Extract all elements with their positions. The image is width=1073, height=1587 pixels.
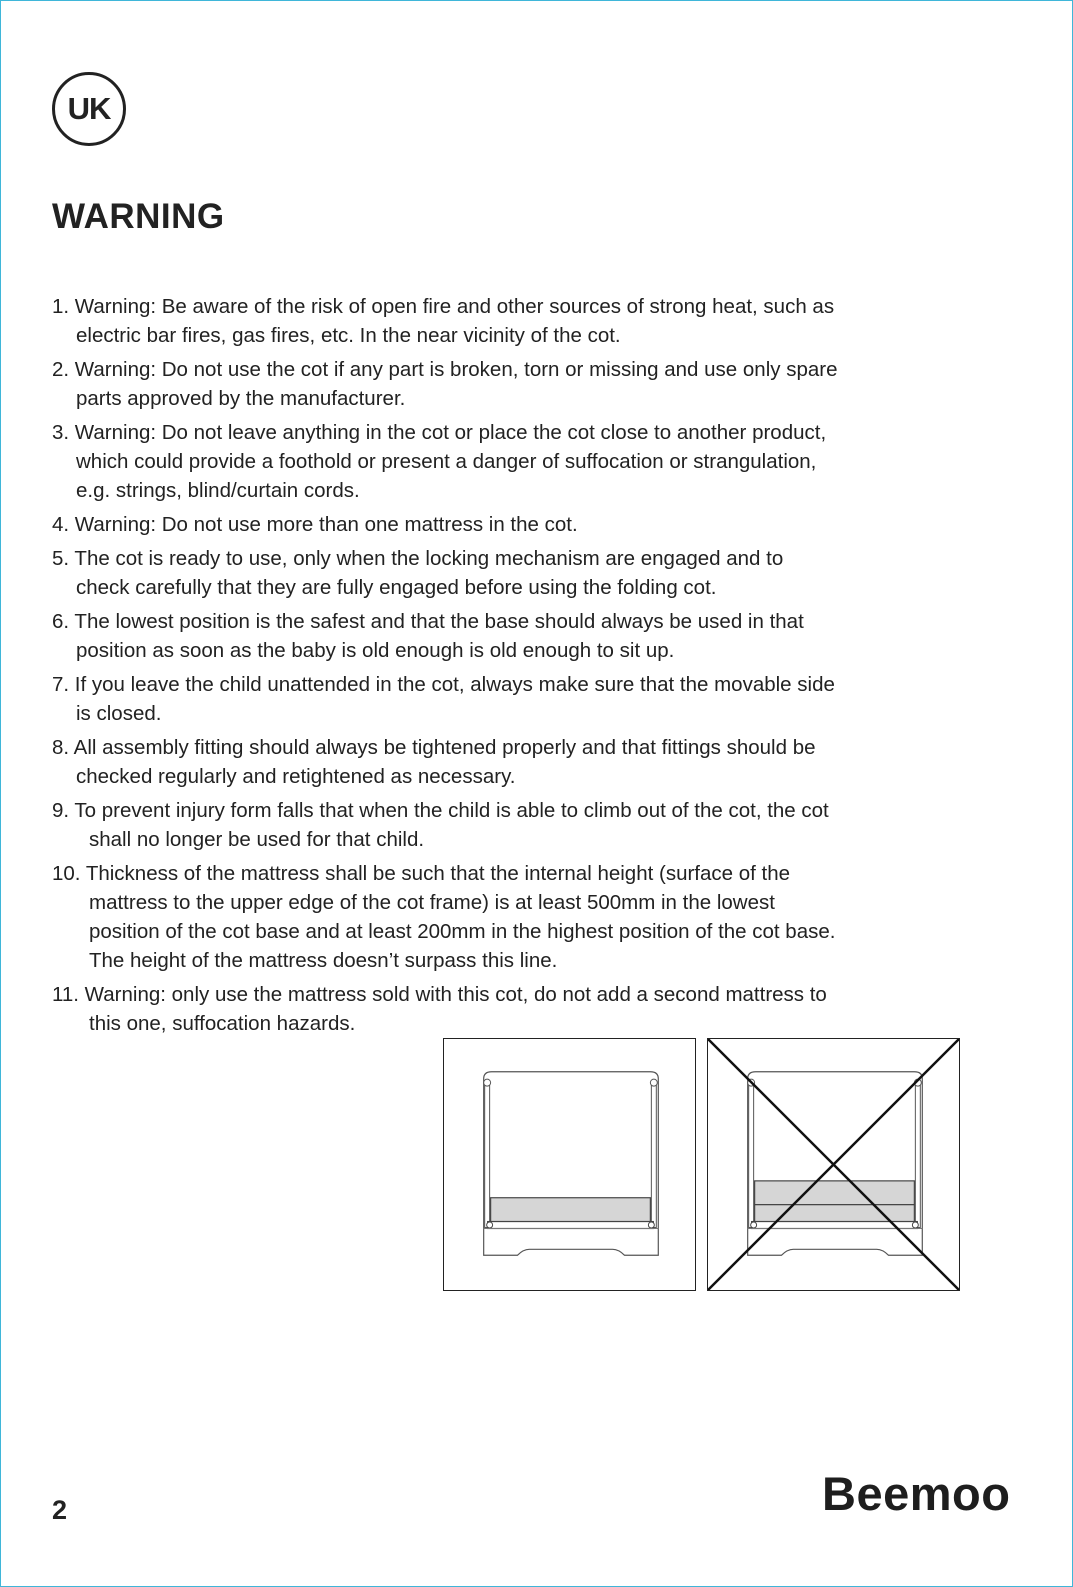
warning-item xyxy=(52,859,972,975)
warning-item xyxy=(52,670,972,728)
cross-mark-icon xyxy=(708,1039,959,1290)
country-code: UK xyxy=(67,91,111,126)
warning-text-continued: which could provide a foothold or present a danger of suffocation or strangulation, xyxy=(76,450,817,473)
warning-text: 4. Warning: Do not use more than one mattress in the cot. xyxy=(52,513,578,536)
incorrect-double-mattress-diagram xyxy=(707,1038,960,1291)
correct-single-mattress-diagram xyxy=(443,1038,696,1291)
warning-text-continued: position as soon as the baby is old enough is old enough to sit up. xyxy=(76,639,675,662)
warning-text-continued: position of the cot base and at least 200mm in the highest position of the cot base. xyxy=(89,920,836,943)
warning-text: 6. The lowest position is the safest and that the base should always be used in that xyxy=(52,610,804,633)
warning-text: 7. If you leave the child unattended in the cot, always make sure that the movable side xyxy=(52,673,835,696)
warning-item xyxy=(52,510,972,539)
warning-text-continued: check carefully that they are fully engaged before using the folding cot. xyxy=(76,576,717,599)
warning-item xyxy=(52,980,972,1038)
warning-text-continued: shall no longer be used for that child. xyxy=(89,828,425,851)
warning-text: 2. Warning: Do not use the cot if any part is broken, torn or missing and use only spare xyxy=(52,358,838,381)
warning-text-continued: electric bar fires, gas fires, etc. In the near vicinity of the cot. xyxy=(76,324,621,347)
warning-text: 5. The cot is ready to use, only when the locking mechanism are engaged and to xyxy=(52,547,784,570)
warning-item xyxy=(52,544,972,602)
warning-text-continued: this one, suffocation hazards. xyxy=(89,1012,356,1035)
warning-text-continued: e.g. strings, blind/curtain cords. xyxy=(76,479,360,502)
country-badge xyxy=(52,72,126,146)
warning-text-continued: mattress to the upper edge of the cot frame) is at least 500mm in the lowest xyxy=(89,891,775,914)
warning-item xyxy=(52,418,972,505)
warning-text: 11. Warning: only use the mattress sold with this cot, do not add a second mattress to xyxy=(52,983,827,1006)
warning-text-continued: The height of the mattress doesn’t surpass this line. xyxy=(89,949,558,972)
page-number: 2 xyxy=(52,1495,68,1525)
warning-item xyxy=(52,796,972,854)
warning-text-continued: parts approved by the manufacturer. xyxy=(76,387,406,410)
warning-item xyxy=(52,292,972,350)
warning-text: 3. Warning: Do not leave anything in the cot or place the cot close to another product, xyxy=(52,421,827,444)
warning-text: 9. To prevent injury form falls that when the child is able to climb out of the cot, the cot xyxy=(52,799,829,822)
warning-item xyxy=(52,607,972,665)
warning-text: 10. Thickness of the mattress shall be such that the internal height (surface of the xyxy=(52,862,791,885)
page-title: WARNING xyxy=(52,197,225,236)
warning-item xyxy=(52,355,972,413)
warning-list xyxy=(52,292,972,1043)
warning-item xyxy=(52,733,972,791)
cot-single-mattress-illustration xyxy=(444,1039,695,1290)
warning-text: 8. All assembly fitting should always be tightened properly and that fittings should be xyxy=(52,736,816,759)
warning-text-continued: checked regularly and retightened as necessary. xyxy=(76,765,516,788)
warning-text-continued: is closed. xyxy=(76,702,162,725)
warning-text: 1. Warning: Be aware of the risk of open fire and other sources of strong heat, such as xyxy=(52,295,835,318)
brand-logo: Beemoo xyxy=(822,1467,1011,1520)
